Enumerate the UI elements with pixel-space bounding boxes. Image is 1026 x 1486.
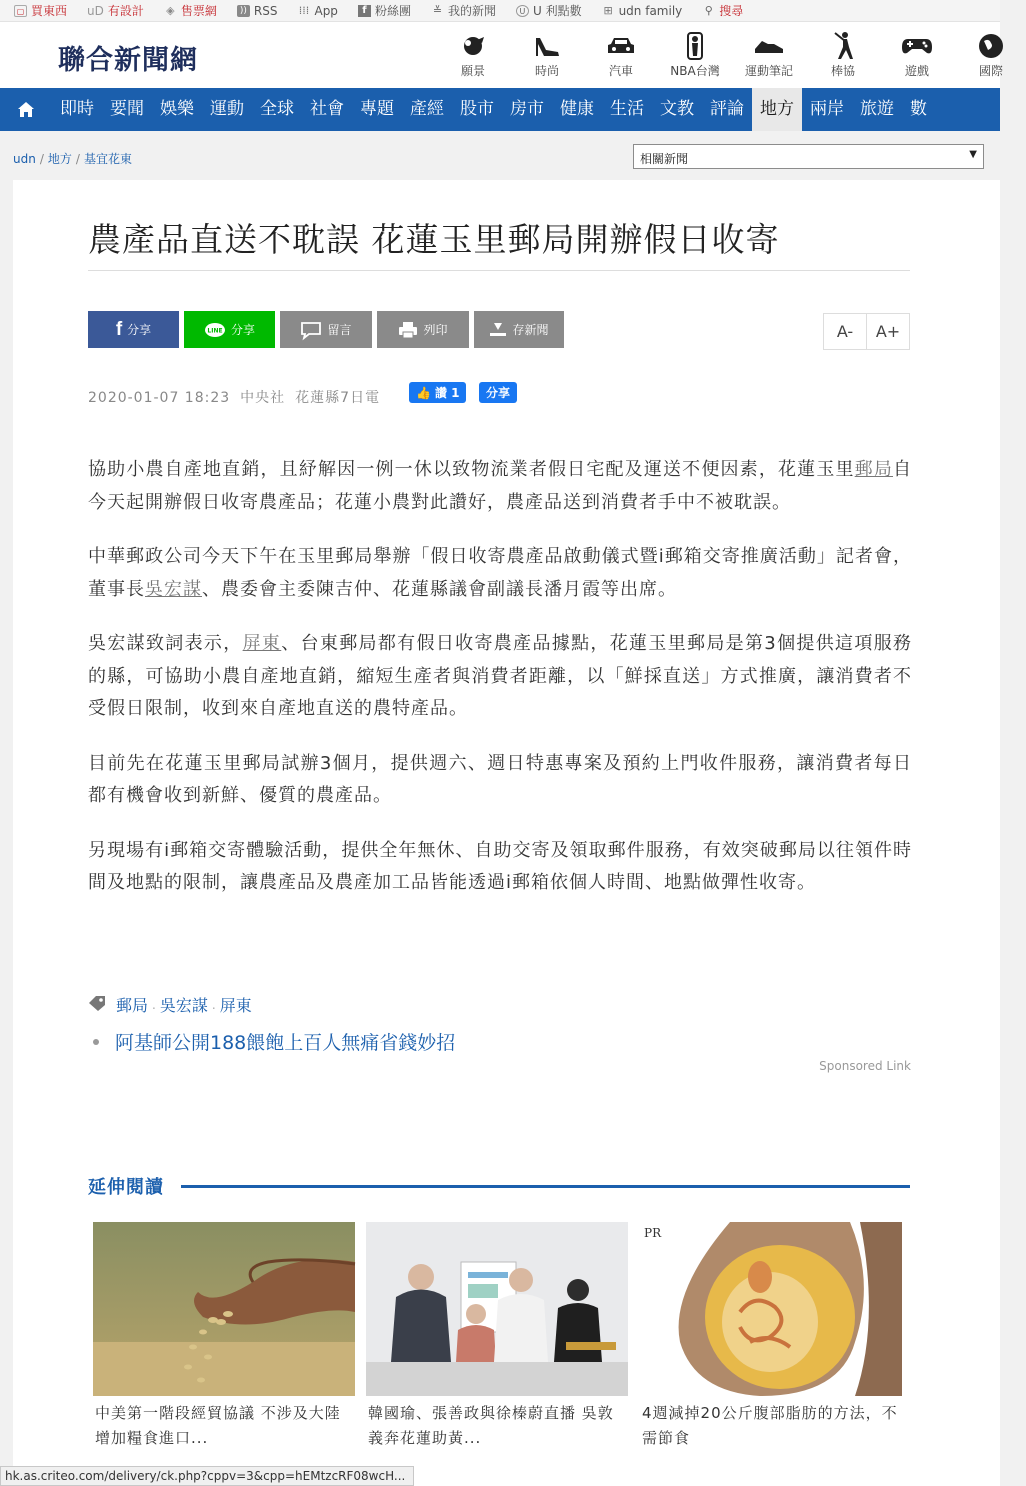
font-smaller-button[interactable]: A- xyxy=(823,313,867,350)
nav-item-entertainment[interactable]: 娛樂 xyxy=(160,99,194,119)
facebook-icon: f xyxy=(358,5,371,17)
facebook-like-button[interactable]: 👍 讚 1 xyxy=(409,382,466,403)
pr-badge: PR xyxy=(644,1226,662,1240)
search-link[interactable]: ⚲ 搜尋 xyxy=(702,2,743,19)
app-link[interactable]: ⁞⁞⁞ App xyxy=(298,3,338,18)
section-auto[interactable]: 汽車 xyxy=(586,30,656,79)
shop-link[interactable]: ▢ 買東西 xyxy=(14,2,67,19)
breadcrumb-region[interactable]: 基宜花東 xyxy=(83,152,132,166)
nav-item-more[interactable]: 數 xyxy=(910,99,927,119)
section-vision[interactable]: 願景 xyxy=(438,30,508,79)
nav-item-global[interactable]: 全球 xyxy=(260,99,294,119)
bullet-icon xyxy=(93,1039,99,1045)
extended-reading-rule xyxy=(181,1185,910,1188)
facebook-fans-link[interactable]: f 粉絲團 xyxy=(358,2,411,19)
comment-button[interactable]: 留言 xyxy=(280,311,372,348)
dateline: 花蓮縣7日電 xyxy=(295,390,381,406)
related-article-card[interactable] xyxy=(366,1222,628,1451)
tag-link[interactable]: 屏東 xyxy=(219,996,252,1015)
sponsored-label: Sponsored Link xyxy=(819,1059,911,1073)
top-utility-bar xyxy=(0,0,1000,22)
vision-icon xyxy=(438,30,508,62)
section-world[interactable]: 國際 xyxy=(956,30,1026,79)
paragraph-2: 中華郵政公司今天下午在玉里郵局舉辦「假日收寄農產品啟動儀式暨i郵箱交寄推廣活動」記者會，董事長吳宏謀、農委會主委陳吉仲、花蓮縣議會副議長潘月霞等出席。 xyxy=(88,546,912,600)
section-sports-notes[interactable]: 運動筆記 xyxy=(734,30,804,79)
rss-link[interactable]: )) RSS xyxy=(237,4,278,18)
paragraph-4: 目前先在花蓮玉里郵局試辦3個月，提供週六、週日特惠專案及預約上門收件服務，讓消費者每日都有機會收到新鮮、優質的農產品。 xyxy=(88,752,912,806)
baseball-player-icon xyxy=(808,30,878,62)
tag-link[interactable]: 郵局 xyxy=(116,996,149,1015)
nav-item-industry[interactable]: 產經 xyxy=(410,99,444,119)
related-news-select[interactable]: 相關新聞 ▼ xyxy=(633,144,984,169)
section-fashion[interactable]: 時尚 xyxy=(512,30,582,79)
keyword-link-pingtung[interactable]: 屏東 xyxy=(242,633,282,654)
points-link[interactable]: U U 利點數 xyxy=(516,2,582,19)
home-icon[interactable] xyxy=(0,88,52,131)
nav-item-health[interactable]: 健康 xyxy=(560,99,594,119)
nav-item-local[interactable]: 地方 xyxy=(752,88,802,131)
svg-text:LINE: LINE xyxy=(207,327,223,334)
globe-icon xyxy=(956,30,1026,62)
my-news-icon: ≚ xyxy=(432,3,443,17)
breadcrumb-local[interactable]: 地方 xyxy=(47,152,72,166)
keyword-link-wu-hung-mo[interactable]: 吳宏謀 xyxy=(145,578,202,600)
udn-family-link[interactable]: ⊞ udn family xyxy=(603,3,683,18)
line-icon xyxy=(204,322,226,338)
nav-item-features[interactable]: 專題 xyxy=(360,99,394,119)
nba-logo-icon xyxy=(660,30,730,62)
title-divider xyxy=(88,270,910,271)
nav-item-cross-strait[interactable]: 兩岸 xyxy=(810,99,844,119)
article-tags: 郵局 . 吳宏謀 . 屏東 xyxy=(88,993,252,1016)
shop-icon: ▢ xyxy=(14,5,27,17)
news-source: 中央社 xyxy=(240,390,286,406)
nav-item-headlines[interactable]: 要聞 xyxy=(110,99,144,119)
site-logo[interactable]: 聯合新聞網 xyxy=(58,45,198,76)
nav-item-life[interactable]: 生活 xyxy=(610,99,644,119)
line-share-button[interactable]: LINE 分享 xyxy=(184,311,275,348)
thumbs-up-icon: 👍 xyxy=(416,385,431,400)
ticket-icon: ◈ xyxy=(166,3,175,17)
nav-item-stocks[interactable]: 股市 xyxy=(460,99,494,119)
tag-link[interactable]: 吳宏謀 xyxy=(159,996,208,1015)
nav-item-housing[interactable]: 房市 xyxy=(510,99,544,119)
tag-icon xyxy=(88,995,106,1015)
points-icon: U xyxy=(516,5,529,17)
grain-in-hand-photo xyxy=(93,1222,355,1396)
my-news-link[interactable]: ≚ 我的新聞 xyxy=(432,3,496,18)
sponsored-promo-link[interactable]: 阿基師公開188餵飽上百人無痛省錢妙招 xyxy=(93,1028,455,1055)
paragraph-1: 協助小農自產地直銷，且紓解因一例一休以致物流業者假日宅配及運送不便因素，花蓮玉里郵局自今天起開辦假日收寄農產品；花蓮小農對此讚好，農產品送到消費者手中不被耽誤。 xyxy=(88,459,913,513)
nav-item-opinion[interactable]: 評論 xyxy=(710,99,744,119)
high-heel-icon xyxy=(512,30,582,62)
nav-item-sports[interactable]: 運動 xyxy=(210,99,244,119)
publish-date: 2020-01-07 18:23 xyxy=(88,390,231,406)
related-article-card[interactable] xyxy=(93,1222,355,1451)
nav-item-society[interactable]: 社會 xyxy=(310,99,344,119)
belly-fat-illustration xyxy=(640,1222,902,1396)
site-header xyxy=(0,22,1003,88)
breadcrumb: udn / 地方 / 基宜花東 xyxy=(13,152,132,166)
nav-item-breaking[interactable]: 即時 xyxy=(60,99,94,119)
article-body xyxy=(88,454,912,922)
keyword-link-post-office[interactable]: 郵局 xyxy=(854,459,894,480)
print-button[interactable]: 列印 xyxy=(377,311,469,348)
car-icon xyxy=(586,30,656,62)
sneaker-icon xyxy=(734,30,804,62)
studio-discussion-photo xyxy=(366,1222,628,1396)
nav-item-culture[interactable]: 文教 xyxy=(660,99,694,119)
facebook-share-button[interactable]: f 分享 xyxy=(88,311,179,348)
article-meta xyxy=(88,387,390,407)
nav-item-travel[interactable]: 旅遊 xyxy=(860,99,894,119)
sponsored-article-card[interactable] xyxy=(640,1222,902,1451)
breadcrumb-root[interactable]: udn xyxy=(13,152,36,166)
extended-reading-heading: 延伸閱讀 xyxy=(88,1177,164,1198)
paragraph-3: 吳宏謀致詞表示，屏東、台東郵局都有假日收寄農產品據點，花蓮玉里郵局是第3個提供這項服務的縣，可協助小農自產地直銷，縮短生產者與消費者距離，以「鮮採直送」方式推廣，讓消費者不受假日限制，收到來自產地直送的農特產品。 xyxy=(88,633,913,719)
related-article-caption: 中美第一階段經貿協議 不涉及大陸增加糧食進口... xyxy=(95,1404,341,1447)
related-article-caption: 韓國瑜、張善政與徐榛蔚直播 吳敦義奔花蓮助黃... xyxy=(368,1404,614,1447)
article-title: 農產品直送不耽誤 花蓮玉里郵局開辦假日收寄 xyxy=(88,220,780,259)
comment-icon xyxy=(300,321,322,339)
browser-status-url: hk.as.criteo.com/delivery/ck.php?cppv=3&cpp=hEMtzcRF08wcH... xyxy=(0,1466,414,1486)
save-news-button[interactable]: 存新聞 xyxy=(474,311,564,348)
rss-icon: )) xyxy=(237,5,250,17)
section-games[interactable]: 遊戲 xyxy=(882,30,952,79)
app-grid-icon: ⁞⁞⁞ xyxy=(298,3,310,17)
related-article-caption: 4週減掉20公斤腹部脂肪的方法，不需節食 xyxy=(642,1404,898,1447)
section-nba[interactable]: NBA台灣 xyxy=(660,30,730,79)
search-icon: ⚲ xyxy=(704,3,713,17)
printer-icon xyxy=(398,321,418,339)
design-link[interactable]: uD 有設計 xyxy=(87,3,144,18)
font-larger-button[interactable]: A+ xyxy=(866,313,910,350)
facebook-share-small-button[interactable]: 分享 xyxy=(479,382,517,403)
download-icon xyxy=(489,322,507,338)
facebook-icon: f xyxy=(115,318,123,340)
section-baseball[interactable]: 棒協 xyxy=(808,30,878,79)
dropdown-arrow-icon: ▼ xyxy=(969,149,977,160)
family-icon: ⊞ xyxy=(603,3,613,17)
ticket-link[interactable]: ◈ 售票網 xyxy=(164,2,217,19)
paragraph-5: 另現場有i郵箱交寄體驗活動，提供全年無休、自助交寄及領取郵件服務，有效突破郵局以往領件時間及地點的限制，讓農產品及農產加工品皆能透過i郵箱依個人時間、地點做彈性收寄。 xyxy=(88,839,912,893)
design-icon: uD xyxy=(87,3,104,18)
article-card xyxy=(13,180,1000,1486)
main-nav xyxy=(0,88,1000,131)
gamepad-icon xyxy=(882,30,952,62)
